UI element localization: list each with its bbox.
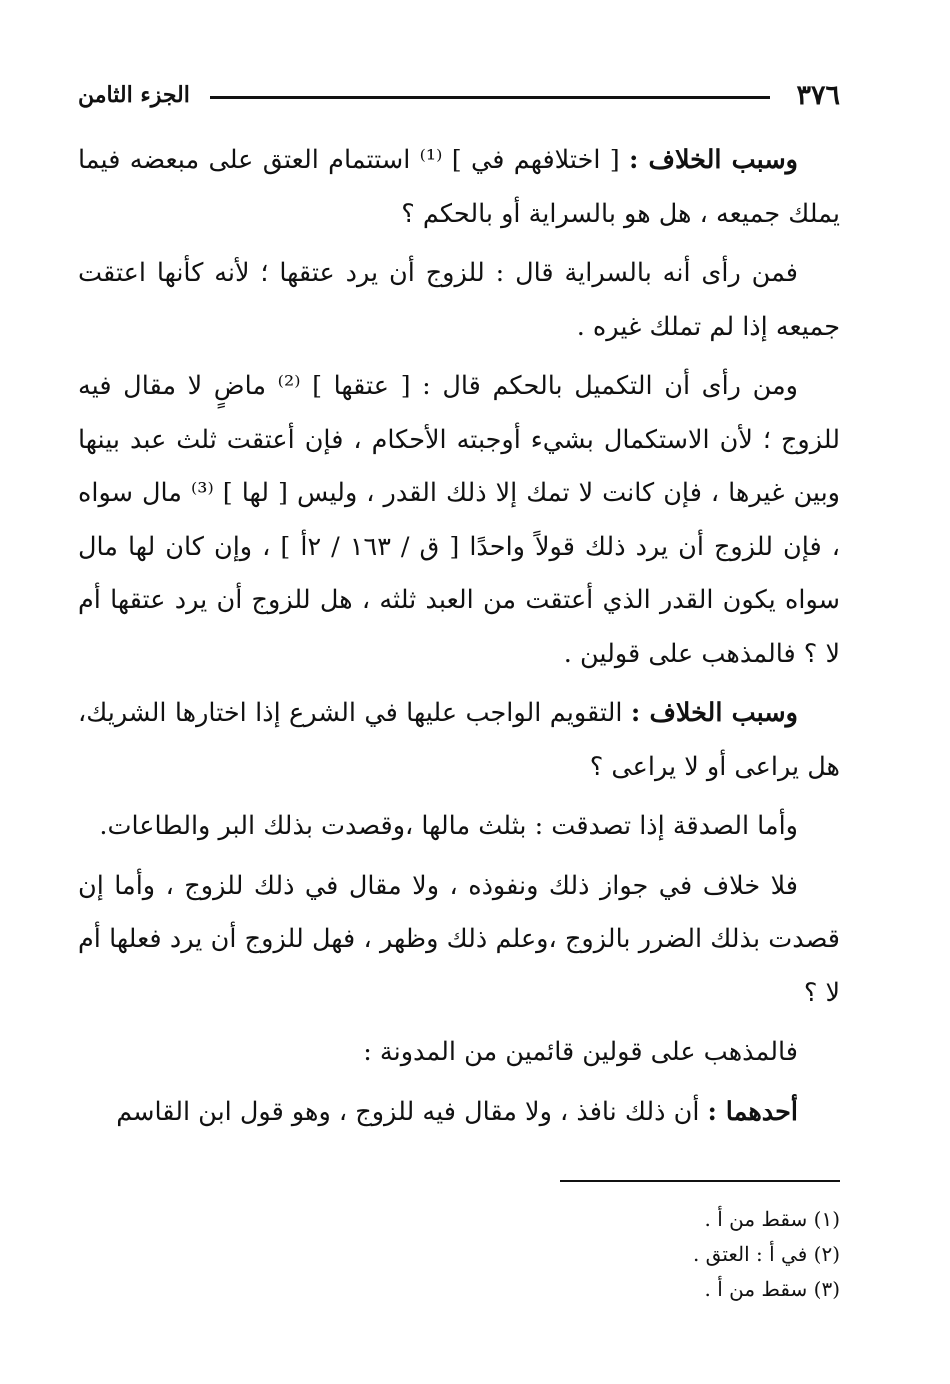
paragraph-1 (78, 134, 840, 241)
paragraph-lead: وسبب الخلاف : (629, 145, 798, 175)
page-header (78, 80, 840, 120)
header-rule (210, 96, 770, 99)
page-number: ٣٧٦ (796, 80, 840, 111)
footnote-1: (١) سقط من أ . (704, 1207, 840, 1231)
paragraph-6 (78, 860, 840, 1021)
footnotes (78, 1202, 840, 1307)
paragraph-2 (78, 247, 840, 354)
book-page (78, 80, 840, 1301)
paragraph-text: أن ذلك نافذ ، ولا مقال فيه للزوج ، وهو قول ابن القاسم (116, 1096, 708, 1127)
paragraph-7 (78, 1026, 840, 1080)
running-title: الجزء الثامن (78, 82, 190, 108)
paragraph-text: [ اختلافهم في ] ⁽¹⁾ استتمام العتق على مبعضه فيما يملك جميعه ، هل هو بالسراية أو بالحكم ؟ (78, 145, 840, 229)
body-text (78, 134, 840, 1139)
paragraph-lead: أحدهما : (707, 1096, 798, 1127)
paragraph-text: التقويم الواجب عليها في الشرع إذا اختارها الشريك، هل يراعى أو لا يراعى ؟ (78, 698, 840, 782)
paragraph-text: فمن رأى أنه بالسراية قال : للزوج أن يرد عتقها ؛ لأنه كأنها اعتقت جميعه إذا لم تملك غيره . (78, 258, 840, 342)
footnote-2: (٢) في أ : العتق . (692, 1242, 840, 1266)
paragraph-lead: وسبب الخلاف : (630, 698, 798, 728)
paragraph-text: فالمذهب على قولين قائمين من المدونة : (363, 1037, 798, 1067)
footnote-3: (٣) سقط من أ . (704, 1277, 840, 1301)
paragraph-text: فلا خلاف في جواز ذلك ونفوذه ، ولا مقال في ذلك للزوج ، وأما إن قصدت بذلك الضرر بالزوج ،وعلم ذلك وظهر ، فهل للزوج أن يرد فعلها أم لا ؟ (78, 870, 840, 1008)
paragraph-5 (78, 800, 840, 854)
paragraph-text: ومن رأى أن التكميل بالحكم قال : [ عتقها ] ⁽²⁾ ماضٍ لا مقال فيه للزوج ؛ لأن الاستكمال بشيء أوجبته الأحكام ، فإن أعتقت ثلث عبد بينها وبين غيرها ، فإن كانت لا تمك إلا ذلك القدر ، وليس [ لها ] ⁽³⁾ مال سواه ، فإن للزوج أن يرد ذلك قولاً واحدًا [ ق / ١٦٣ / ٢أ ] ، وإن كان لها مال سواه يكون القدر الذي أعتقت من العبد ثلثه ، هل للزوج أن يرد عتقها أم لا ؟ فالمذهب على قولين . (78, 371, 840, 669)
paragraph-3 (78, 360, 840, 681)
footnote-rule (560, 1180, 840, 1182)
paragraph-4 (78, 687, 840, 794)
paragraph-8 (78, 1086, 840, 1140)
paragraph-text: وأما الصدقة إذا تصدقت : بثلث مالها ،وقصدت بذلك البر والطاعات. (99, 811, 798, 841)
